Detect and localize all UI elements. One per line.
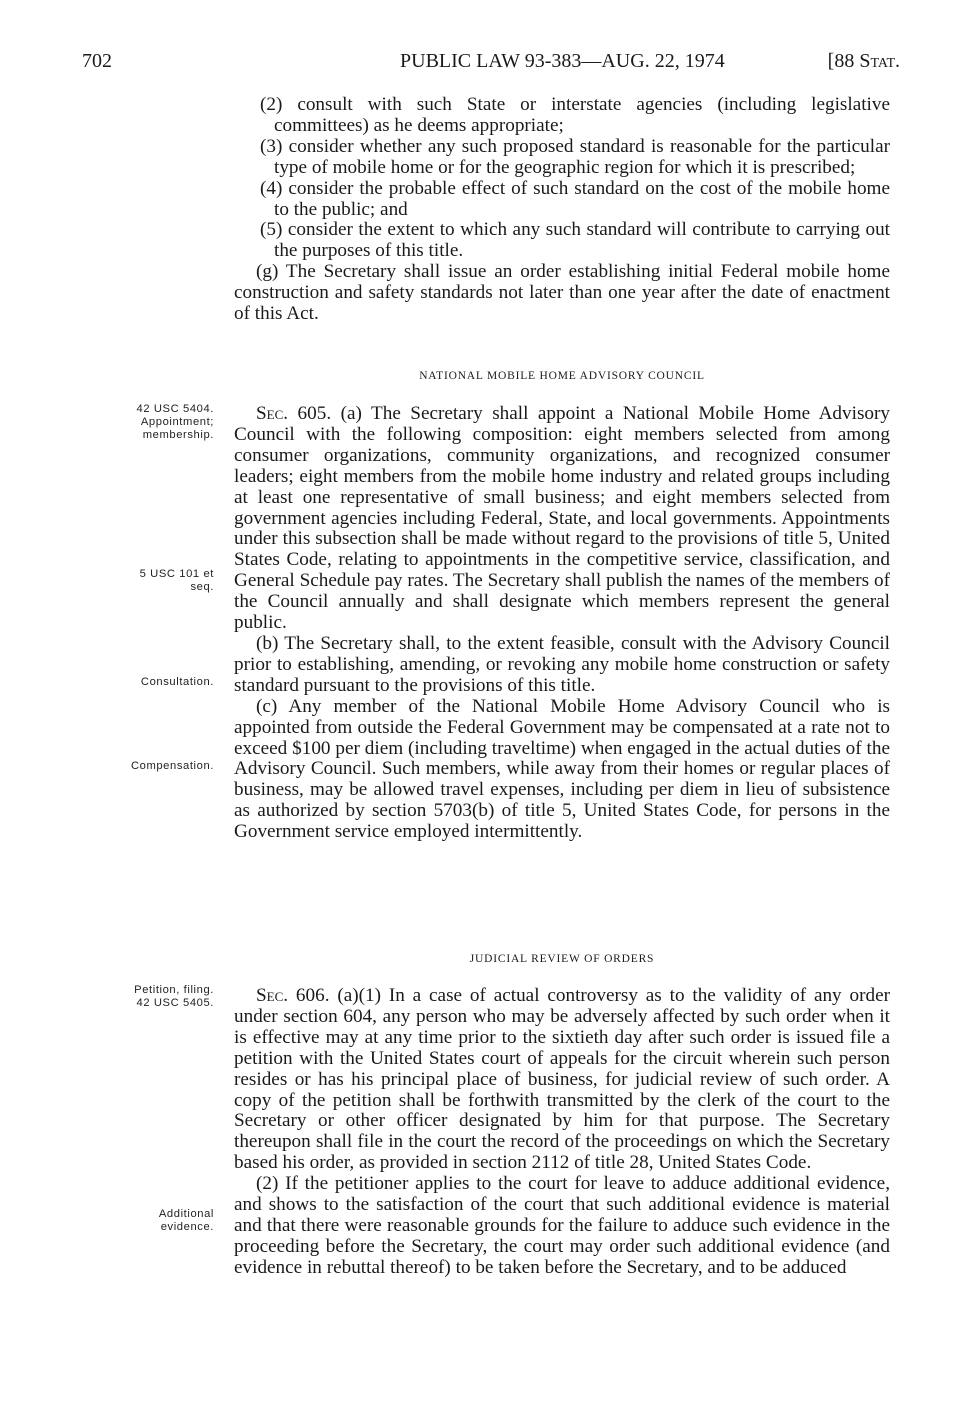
margin-note-consultation: Consultation. xyxy=(140,676,214,688)
paragraph-f3: (3) consider whether any such proposed standard is reasonable for the particular type of mobile home or for the geographic region for which it is prescribed; xyxy=(260,135,890,178)
paragraph-605c: (c) Any member of the National Mobile Home Advisory Council who is appointed from outside the Federal Government may be compensated at a rate not to exceed $100 per diem (including traveltime) when engaged in the actual duties of the Advisory Council. Such members, while away from their homes or regular places of business, may be allowed travel expenses, including per diem in lieu of subsistence as authorized by section 5703(b) of title 5, United States Code, for persons in the Government service employed intermittently. xyxy=(234,695,890,843)
paragraph-f4: (4) consider the probable effect of such standard on the cost of the mobile home to the public; and xyxy=(260,177,890,220)
paragraph-605b: (b) The Secretary shall, to the extent feasible, consult with the Advisory Council prior to establishing, amending, or revoking any mobile home construction or safety standard pursuant to the provisions of this title. xyxy=(234,632,890,696)
text-605a: (a) The Secretary shall appoint a National Mobile Home Advisory Council with the following composition: eight members selected from among consumer organizations, community organizations, and recognized consumer leaders; eight members from the mobile home industry and related groups including at least one representative of small business; and eight members selected from government agencies including Federal, State, and local governments. Appointments under this subsection shall be made without regard to the provisions of title 5, United States Code, relating to appointments in the competitive service, classification, and General Schedule pay rates. The Secretary shall publish the names of the members of the Council annually and shall designate which members represent the general public. xyxy=(234,403,890,634)
paragraph-g: (g) The Secretary shall issue an order establishing initial Federal mobile home construction and safety standards not later than one year after the date of enactment of this Act. xyxy=(234,261,890,325)
margin-note-compensation: Compensation. xyxy=(130,760,214,772)
heading-advisory-council: NATIONAL MOBILE HOME ADVISORY COUNCIL xyxy=(419,370,705,382)
section-label-605: Sec. 605. xyxy=(256,403,332,424)
section-604-continuation xyxy=(234,95,890,325)
paragraph-f5: (5) consider the extent to which any such standard will contribute to carrying out the purposes of this title. xyxy=(260,219,890,262)
running-header xyxy=(70,50,900,76)
margin-note-5-usc: 5 USC 101 et seq. xyxy=(139,568,214,593)
paragraph-606a2: (2) If the petitioner applies to the court for leave to adduce additional evidence, and shows to the satisfaction of the court that such additional evidence is material and that there were reasonable grounds for the failure to adduce such evidence in the proceeding before the Secretary, the court may order such additional evidence (and evidence in rebuttal thereof) to be taken before the Secretary, and to be adduced xyxy=(234,1173,890,1278)
section-606 xyxy=(234,986,890,1279)
margin-note-petition-filing: Petition, filing. 42 USC 5405. xyxy=(134,984,214,1009)
section-label-606: Sec. 606. xyxy=(256,985,330,1006)
paragraph-f2: (2) consult with such State or interstate agencies (including legislative committees) as he deems appropriate; xyxy=(260,94,890,136)
page-number: 702 xyxy=(82,50,112,72)
section-605 xyxy=(234,404,890,843)
heading-judicial-review: JUDICIAL REVIEW OF ORDERS xyxy=(469,953,655,965)
header-statute: [88 Stat. xyxy=(827,50,900,72)
paragraph-605a xyxy=(234,404,890,634)
margin-note-additional-evidence: Additional evidence. xyxy=(158,1208,214,1233)
header-title: PUBLIC LAW 93-383—AUG. 22, 1974 xyxy=(400,50,725,72)
margin-note-appointment: 42 USC 5404. Appointment; membership. xyxy=(136,403,214,441)
text-606a1: (a)(1) In a case of actual controversy as to the validity of any order under section 604, any person who may be adversely affected by such order when it is effective may at any time prior to the sixtieth day after such order is issued file a petition with the United States court of appeals for the circuit wherein such person resides or has his principal place of business, for judicial review of such order. A copy of the petition shall be forthwith transmitted by the clerk of the court to the Secretary or other officer designated by him for that purpose. The Secretary thereupon shall file in the court the record of the proceedings on which the Secretary based his order, as provided in section 2112 of title 28, United States Code. xyxy=(234,985,890,1174)
paragraph-606a1 xyxy=(234,986,890,1174)
